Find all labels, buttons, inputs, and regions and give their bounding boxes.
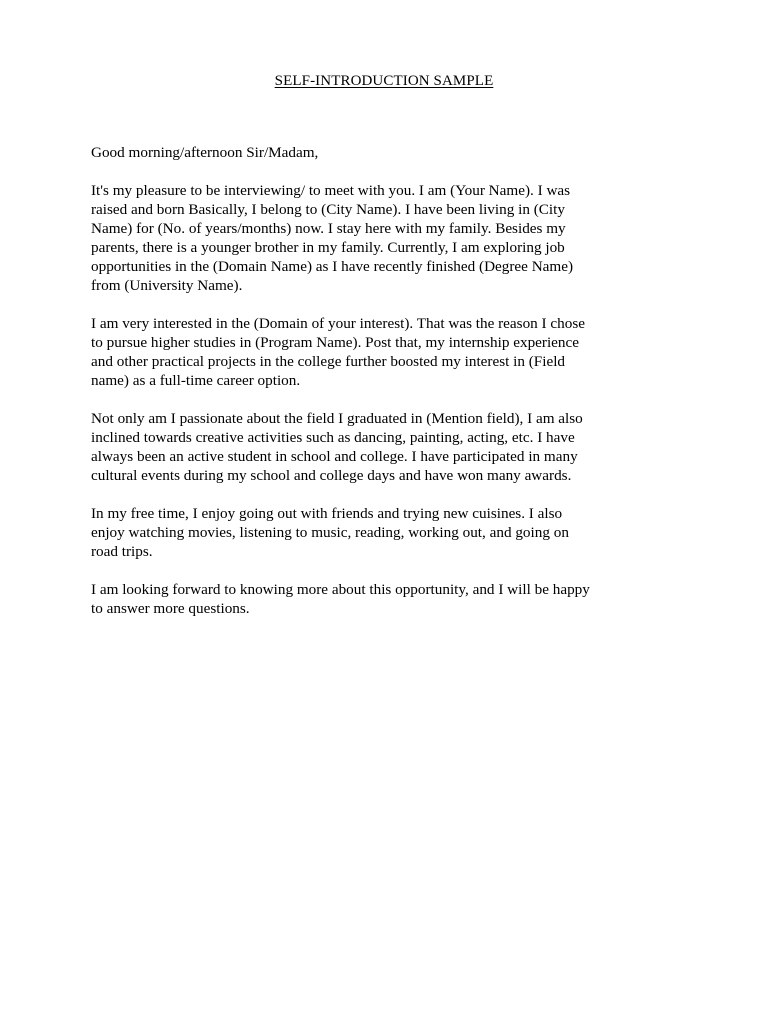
- paragraph-line: always been an active student in school and college. I have participated in many: [91, 448, 578, 465]
- paragraph-line: Not only am I passionate about the field I graduated in (Mention field), I am also: [91, 410, 583, 427]
- paragraph-introduction: [91, 181, 691, 295]
- greeting-line: Good morning/afternoon Sir/Madam,: [91, 144, 319, 161]
- paragraph-line: enjoy watching movies, listening to music, reading, working out, and going on: [91, 524, 569, 541]
- paragraph-gap: [91, 295, 691, 314]
- paragraph-gap: [91, 162, 691, 181]
- paragraph-line: I am looking forward to knowing more about this opportunity, and I will be happy: [91, 581, 590, 598]
- paragraph-line: raised and born Basically, I belong to (City Name). I have been living in (City: [91, 201, 565, 218]
- paragraph-line: road trips.: [91, 543, 153, 560]
- paragraph-gap: [91, 561, 691, 580]
- paragraph-line: It's my pleasure to be interviewing/ to meet with you. I am (Your Name). I was: [91, 182, 571, 199]
- paragraph-free-time: [91, 504, 691, 561]
- paragraph-line: I am very interested in the (Domain of your interest). That was the reason I chose: [91, 315, 585, 332]
- paragraph-line: to pursue higher studies in (Program Name). Post that, my internship experience: [91, 334, 580, 351]
- paragraph-gap: [91, 485, 691, 504]
- paragraph-line: In my free time, I enjoy going out with friends and trying new cuisines. I also: [91, 505, 563, 522]
- paragraph-line: and other practical projects in the college further boosted my interest in (Field: [91, 353, 566, 370]
- paragraph-line: to answer more questions.: [91, 600, 250, 617]
- paragraph-line: Name) for (No. of years/months) now. I stay here with my family. Besides my: [91, 220, 566, 237]
- paragraph-line: cultural events during my school and college days and have won many awards.: [91, 467, 572, 484]
- paragraph-interest: [91, 314, 691, 390]
- paragraph-line: from (University Name).: [91, 277, 243, 294]
- paragraph-closing: [91, 580, 691, 618]
- document-body: [91, 143, 691, 618]
- document-title: SELF-INTRODUCTION SAMPLE: [274, 73, 494, 89]
- paragraph-activities: [91, 409, 691, 485]
- paragraph-line: parents, there is a younger brother in my family. Currently, I am exploring job: [91, 239, 565, 256]
- paragraph-gap: [91, 390, 691, 409]
- paragraph-line: inclined towards creative activities such as dancing, painting, acting, etc. I have: [91, 429, 575, 446]
- paragraph-line: name) as a full-time career option.: [91, 372, 301, 389]
- paragraph-line: opportunities in the (Domain Name) as I have recently finished (Degree Name): [91, 258, 574, 275]
